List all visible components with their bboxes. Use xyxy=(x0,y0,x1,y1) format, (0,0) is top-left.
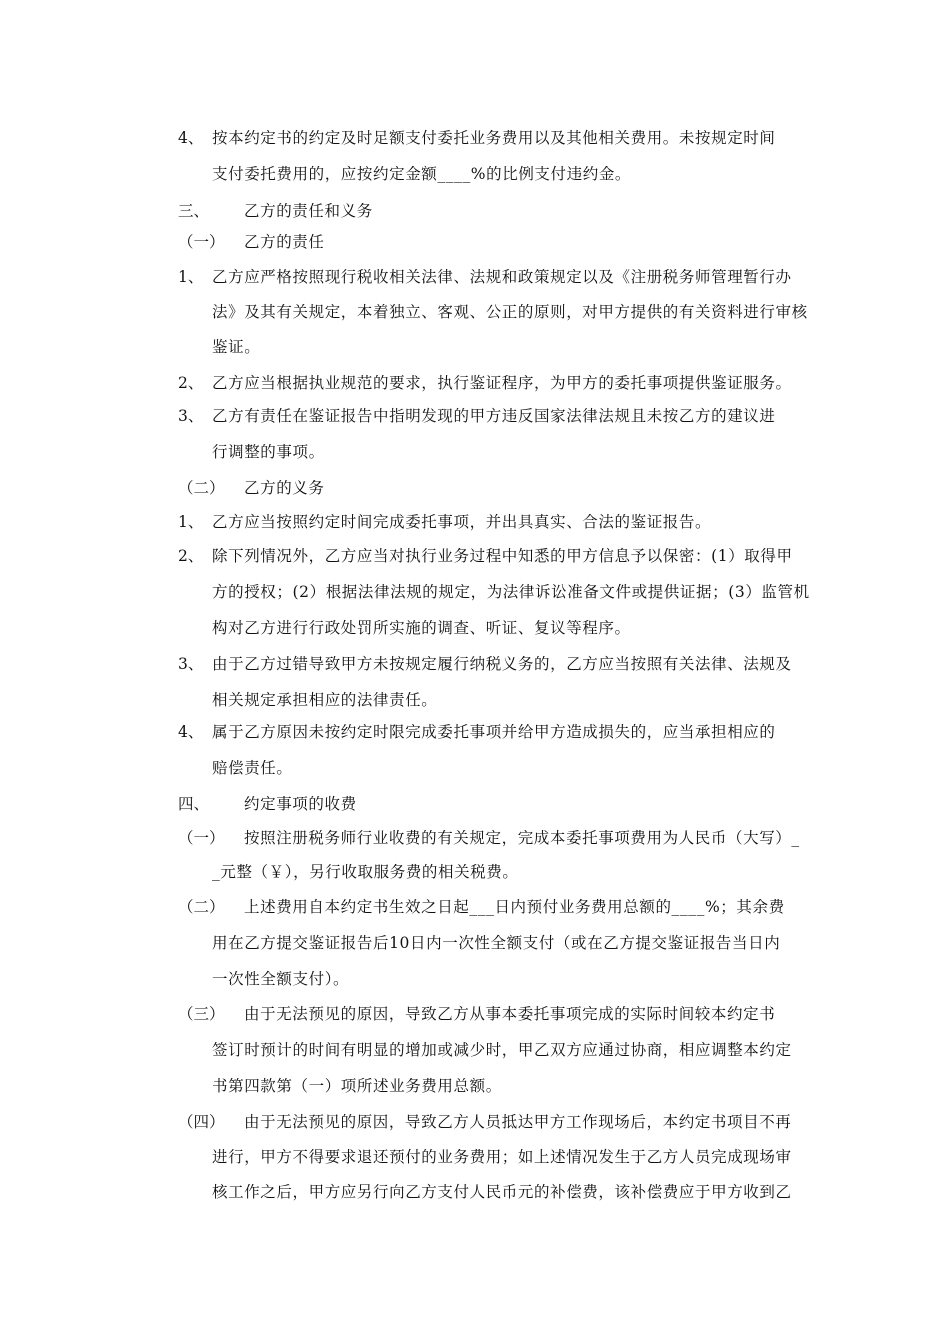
item-marker: 4、 xyxy=(178,129,204,147)
paragraph-line: 乙方有责任在鉴证报告中指明发现的甲方违反国家法律法规且未按乙方的建议进 xyxy=(212,407,776,425)
section-heading: 乙方的责任和义务 xyxy=(244,202,373,220)
paragraph-line: 行调整的事项。 xyxy=(212,443,325,461)
item-marker: 1、 xyxy=(178,513,204,531)
paragraph-line: 属于乙方原因未按约定时限完成委托事项并给甲方造成损失的，应当承担相应的 xyxy=(212,723,776,741)
paragraph-line: 相关规定承担相应的法律责任。 xyxy=(212,691,438,709)
paragraph-line: 进行，甲方不得要求退还预付的业务费用；如上述情况发生于乙方人员完成现场审 xyxy=(212,1148,792,1166)
item-marker: （二） xyxy=(178,479,225,497)
paragraph-line: 方的授权；(2）根据法律法规的规定，为法律诉讼准备文件或提供证据；(3）监管机 xyxy=(212,583,810,601)
item-marker: 三、 xyxy=(178,202,210,220)
item-marker: 3、 xyxy=(178,407,204,425)
item-marker: （三） xyxy=(178,1005,225,1023)
paragraph-line: 核工作之后，甲方应另行向乙方支付人民币元的补偿费，该补偿费应于甲方收到乙 xyxy=(212,1183,792,1201)
paragraph-line: 鉴证。 xyxy=(212,338,261,356)
paragraph-line: 由于乙方过错导致甲方未按规定履行纳税义务的，乙方应当按照有关法律、法规及 xyxy=(212,655,792,673)
paragraph-line: 签订时预计的时间有明显的增加或减少时，甲乙双方应通过协商，相应调整本约定 xyxy=(212,1041,792,1059)
paragraph-line: 法》及其有关规定，本着独立、客观、公正的原则，对甲方提供的有关资料进行审核 xyxy=(212,303,808,321)
section-heading: 乙方的义务 xyxy=(244,479,325,497)
paragraph-line: 除下列情况外，乙方应当对执行业务过程中知悉的甲方信息予以保密：(1）取得甲 xyxy=(212,547,793,565)
item-marker: 3、 xyxy=(178,655,204,673)
section-heading: 乙方的责任 xyxy=(244,233,325,251)
paragraph-line: 按照注册税务师行业收费的有关规定，完成本委托事项费用为人民币（大写）_ xyxy=(244,829,800,847)
paragraph-line: _元整（￥），另行收取服务费的相关税费。 xyxy=(212,863,519,881)
item-marker: 1、 xyxy=(178,268,204,286)
paragraph-line: 由于无法预见的原因，导致乙方从事本委托事项完成的实际时间较本约定书 xyxy=(244,1005,776,1023)
item-marker: 2、 xyxy=(178,374,204,392)
item-marker: 4、 xyxy=(178,723,204,741)
item-marker: （二） xyxy=(178,898,225,916)
paragraph-line: 支付委托费用的，应按约定金额____%的比例支付违约金。 xyxy=(212,165,632,183)
paragraph-line: 赔偿责任。 xyxy=(212,759,293,777)
section-heading: 约定事项的收费 xyxy=(244,795,357,813)
paragraph-line: 书第四款第（一）项所述业务费用总额。 xyxy=(212,1077,502,1095)
paragraph-line: 用在乙方提交鉴证报告后10日内一次性全额支付（或在乙方提交鉴证报告当日内 xyxy=(212,934,781,952)
paragraph-line: 由于无法预见的原因，导致乙方人员抵达甲方工作现场后，本约定书项目不再 xyxy=(244,1113,792,1131)
paragraph-line: 乙方应当按照约定时间完成委托事项，并出具真实、合法的鉴证报告。 xyxy=(212,513,712,531)
paragraph-line: 上述费用自本约定书生效之日起___日内预付业务费用总额的____%；其余费 xyxy=(244,898,785,916)
paragraph-line: 构对乙方进行行政处罚所实施的调查、听证、复议等程序。 xyxy=(212,619,631,637)
item-marker: 四、 xyxy=(178,795,210,813)
paragraph-line: 乙方应严格按照现行税收相关法律、法规和政策规定以及《注册税务师管理暂行办 xyxy=(212,268,792,286)
item-marker: （四） xyxy=(178,1113,225,1131)
paragraph-line: 乙方应当根据执业规范的要求，执行鉴证程序，为甲方的委托事项提供鉴证服务。 xyxy=(212,374,792,392)
paragraph-line: 按本约定书的约定及时足额支付委托业务费用以及其他相关费用。未按规定时间 xyxy=(212,129,776,147)
item-marker: 2、 xyxy=(178,547,204,565)
paragraph-line: 一次性全额支付）。 xyxy=(212,970,350,988)
item-marker: （一） xyxy=(178,829,225,847)
item-marker: （一） xyxy=(178,233,225,251)
